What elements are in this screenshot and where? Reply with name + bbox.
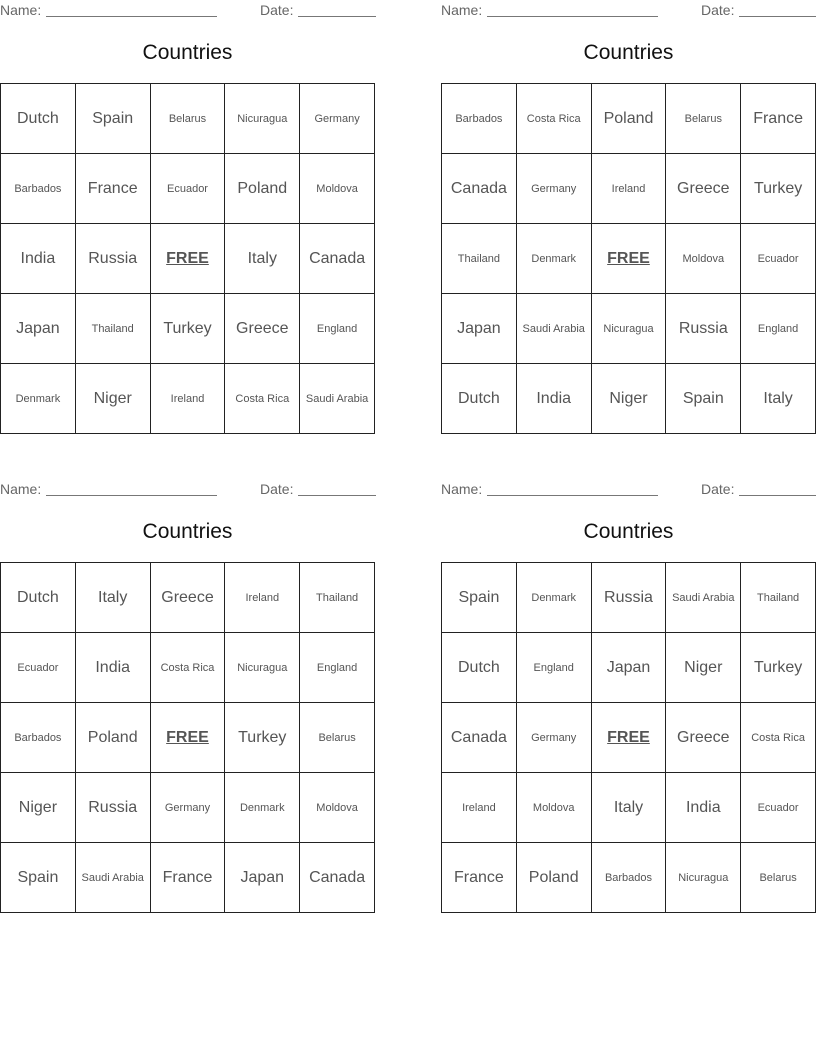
- bingo-cell: Poland: [76, 703, 151, 773]
- bingo-cell: Japan: [442, 294, 517, 364]
- name-blank-line: [46, 4, 217, 17]
- bingo-cell: England: [300, 294, 375, 364]
- bingo-cell: Russia: [76, 224, 151, 294]
- bingo-cell: Ecuador: [741, 773, 816, 843]
- bingo-cell: Saudi Arabia: [666, 563, 741, 633]
- bingo-cell: Costa Rica: [225, 364, 300, 434]
- bingo-cell: Nicuragua: [225, 84, 300, 154]
- bingo-cell: Japan: [225, 843, 300, 913]
- bingo-cell: Ireland: [151, 364, 226, 434]
- bingo-cell: Turkey: [741, 154, 816, 224]
- bingo-cell: Canada: [300, 224, 375, 294]
- bingo-grid: [441, 83, 816, 434]
- name-blank-line: [487, 483, 658, 496]
- bingo-grid: [0, 562, 375, 913]
- bingo-cell: Germany: [517, 154, 592, 224]
- bingo-cell: Greece: [225, 294, 300, 364]
- bingo-card-1: [0, 0, 375, 407]
- bingo-cell: England: [517, 633, 592, 703]
- bingo-cell: Niger: [76, 364, 151, 434]
- bingo-card-4: [441, 479, 816, 886]
- bingo-cell: France: [76, 154, 151, 224]
- bingo-cell: Belarus: [300, 703, 375, 773]
- bingo-cell: Niger: [666, 633, 741, 703]
- bingo-cell: Spain: [1, 843, 76, 913]
- bingo-cell: Canada: [442, 154, 517, 224]
- bingo-cell: Turkey: [225, 703, 300, 773]
- bingo-cell: India: [1, 224, 76, 294]
- bingo-cell: India: [76, 633, 151, 703]
- date-label: Date:: [260, 481, 294, 497]
- bingo-grid: [0, 83, 375, 434]
- card-header: [441, 0, 816, 22]
- bingo-cell: Niger: [592, 364, 667, 434]
- bingo-cell: Ireland: [592, 154, 667, 224]
- card-header: [441, 479, 816, 501]
- bingo-grid: [441, 562, 816, 913]
- bingo-cell: Japan: [1, 294, 76, 364]
- bingo-cell: Costa Rica: [741, 703, 816, 773]
- bingo-cell: Saudi Arabia: [517, 294, 592, 364]
- card-header: [0, 479, 375, 501]
- name-field: [441, 481, 658, 497]
- bingo-cell: Ecuador: [741, 224, 816, 294]
- date-field: [701, 481, 816, 497]
- bingo-cell: Turkey: [741, 633, 816, 703]
- date-label: Date:: [260, 2, 294, 18]
- bingo-cell: France: [442, 843, 517, 913]
- bingo-cell: France: [741, 84, 816, 154]
- free-space-cell: FREE: [592, 703, 667, 773]
- bingo-cell: Spain: [666, 364, 741, 434]
- bingo-cell: Ecuador: [151, 154, 226, 224]
- bingo-cell: Saudi Arabia: [300, 364, 375, 434]
- bingo-cell: Greece: [666, 703, 741, 773]
- name-field: [441, 2, 658, 18]
- date-field: [260, 2, 376, 18]
- bingo-cell: Thailand: [300, 563, 375, 633]
- bingo-cell: Moldova: [300, 154, 375, 224]
- bingo-cell: Greece: [151, 563, 226, 633]
- bingo-cell: Barbados: [442, 84, 517, 154]
- bingo-cell: Dutch: [1, 563, 76, 633]
- name-label: Name:: [0, 2, 42, 18]
- bingo-cell: Spain: [442, 563, 517, 633]
- bingo-cell: Nicuragua: [225, 633, 300, 703]
- bingo-cell: India: [517, 364, 592, 434]
- bingo-cell: Dutch: [442, 364, 517, 434]
- bingo-cell: Belarus: [666, 84, 741, 154]
- bingo-cell: Moldova: [666, 224, 741, 294]
- bingo-cell: Germany: [517, 703, 592, 773]
- name-blank-line: [487, 4, 658, 17]
- bingo-cell: Italy: [76, 563, 151, 633]
- bingo-cell: Poland: [225, 154, 300, 224]
- bingo-cell: Ireland: [225, 563, 300, 633]
- date-blank-line: [298, 483, 376, 496]
- bingo-card-2: [441, 0, 816, 407]
- bingo-cell: Japan: [592, 633, 667, 703]
- bingo-cell: Denmark: [1, 364, 76, 434]
- bingo-cell: Canada: [300, 843, 375, 913]
- bingo-cell: Ireland: [442, 773, 517, 843]
- bingo-cell: France: [151, 843, 226, 913]
- date-blank-line: [298, 4, 376, 17]
- bingo-cell: Niger: [1, 773, 76, 843]
- bingo-cell: Germany: [151, 773, 226, 843]
- bingo-cell: Costa Rica: [517, 84, 592, 154]
- name-label: Name:: [441, 481, 483, 497]
- bingo-cell: Nicuragua: [592, 294, 667, 364]
- bingo-cell: Moldova: [300, 773, 375, 843]
- bingo-cell: Denmark: [225, 773, 300, 843]
- bingo-cell: Denmark: [517, 563, 592, 633]
- free-space-cell: FREE: [151, 703, 226, 773]
- bingo-cell: Germany: [300, 84, 375, 154]
- bingo-cell: England: [300, 633, 375, 703]
- name-field: [0, 481, 217, 497]
- bingo-cell: Italy: [592, 773, 667, 843]
- name-field: [0, 2, 217, 18]
- card-header: [0, 0, 375, 22]
- card-title: Countries: [142, 520, 233, 543]
- date-label: Date:: [701, 2, 735, 18]
- date-field: [701, 2, 816, 18]
- bingo-cell: Italy: [741, 364, 816, 434]
- bingo-cell: Spain: [76, 84, 151, 154]
- name-label: Name:: [441, 2, 483, 18]
- bingo-cell: Ecuador: [1, 633, 76, 703]
- bingo-cell: Saudi Arabia: [76, 843, 151, 913]
- bingo-cell: Denmark: [517, 224, 592, 294]
- bingo-cell: Thailand: [76, 294, 151, 364]
- bingo-cell: Thailand: [442, 224, 517, 294]
- bingo-cell: Dutch: [1, 84, 76, 154]
- bingo-cell: Barbados: [592, 843, 667, 913]
- bingo-cell: Poland: [517, 843, 592, 913]
- date-blank-line: [739, 4, 816, 17]
- bingo-cell: Russia: [592, 563, 667, 633]
- date-label: Date:: [701, 481, 735, 497]
- bingo-cell: Barbados: [1, 703, 76, 773]
- bingo-cell: Russia: [76, 773, 151, 843]
- bingo-cell: Dutch: [442, 633, 517, 703]
- bingo-cell: Moldova: [517, 773, 592, 843]
- bingo-cell: Nicuragua: [666, 843, 741, 913]
- bingo-cell: Poland: [592, 84, 667, 154]
- free-space-cell: FREE: [151, 224, 226, 294]
- bingo-cell: Russia: [666, 294, 741, 364]
- card-title: Countries: [142, 41, 233, 64]
- card-title: Countries: [583, 41, 674, 64]
- bingo-cell: Belarus: [741, 843, 816, 913]
- bingo-cell: Thailand: [741, 563, 816, 633]
- bingo-cell: Canada: [442, 703, 517, 773]
- bingo-cell: Barbados: [1, 154, 76, 224]
- name-blank-line: [46, 483, 217, 496]
- date-field: [260, 481, 376, 497]
- bingo-cell: Italy: [225, 224, 300, 294]
- bingo-card-3: [0, 479, 375, 886]
- name-label: Name:: [0, 481, 42, 497]
- card-title: Countries: [583, 520, 674, 543]
- date-blank-line: [739, 483, 816, 496]
- free-space-cell: FREE: [592, 224, 667, 294]
- bingo-cell: India: [666, 773, 741, 843]
- bingo-cell: Greece: [666, 154, 741, 224]
- bingo-cell: Turkey: [151, 294, 226, 364]
- bingo-cell: Belarus: [151, 84, 226, 154]
- bingo-cell: England: [741, 294, 816, 364]
- bingo-cell: Costa Rica: [151, 633, 226, 703]
